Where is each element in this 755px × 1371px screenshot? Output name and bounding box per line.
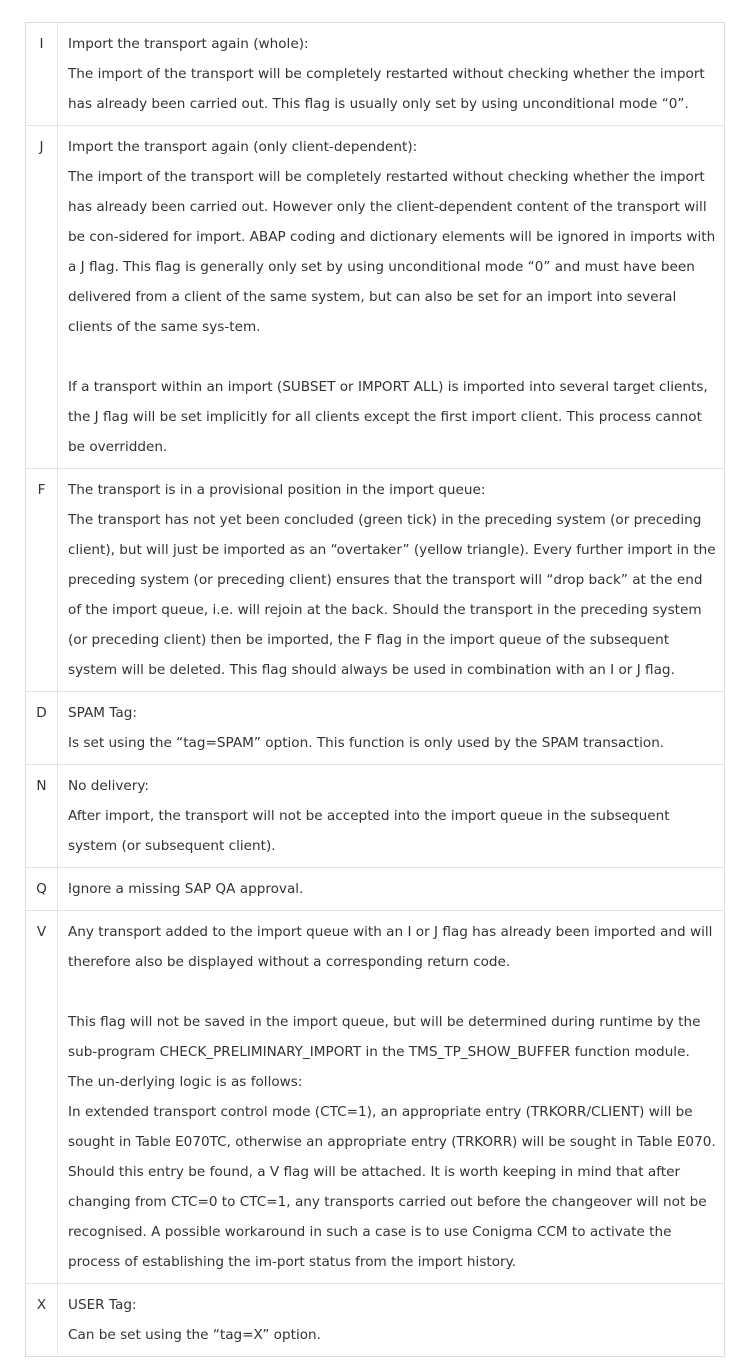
row-title: No delivery: xyxy=(68,778,149,794)
flag-cell: X xyxy=(26,1284,58,1357)
description-cell xyxy=(58,911,725,1284)
row-paragraph: Is set using the “tag=SPAM” option. This function is only used by the SPAM transaction. xyxy=(68,735,665,751)
description-cell xyxy=(58,1284,725,1357)
row-paragraph: If a transport within an import (SUBSET or IMPORT ALL) is imported into several target clients, the J flag will be set implicitly for all clients except the first import client. This process cannot be overridden. xyxy=(68,379,708,455)
flag-cell: Q xyxy=(26,868,58,911)
description-cell xyxy=(58,868,725,911)
row-paragraph: After import, the transport will not be accepted into the import queue in the subsequent system (or subsequent client). xyxy=(68,808,670,854)
description-cell xyxy=(58,126,725,469)
flag-cell: F xyxy=(26,469,58,692)
table-row-d xyxy=(26,692,725,765)
row-paragraph: Can be set using the “tag=X” option. xyxy=(68,1327,321,1343)
table-row-x xyxy=(26,1284,725,1357)
row-title: The transport is in a provisional position in the import queue: xyxy=(68,482,486,498)
flags-table xyxy=(25,22,725,1357)
row-paragraph: The import of the transport will be completely restarted without checking whether the import has already been carried out. However only the client-dependent content of the transport will be con-sidered for import. ABAP coding and dictionary elements will be ignored in imports with a J flag. This flag is generally only set by using unconditional mode “0” and must have been delivered from a client of the same system, but can also be set for an import into several clients of the same sys-tem. xyxy=(68,169,716,335)
description-cell xyxy=(58,23,725,126)
table-row-j xyxy=(26,126,725,469)
paragraph-gap xyxy=(68,342,716,372)
table-row-q xyxy=(26,868,725,911)
row-title: Ignore a missing SAP QA approval. xyxy=(68,881,304,897)
row-title: SPAM Tag: xyxy=(68,705,137,721)
row-title: Any transport added to the import queue with an I or J flag has already been imported and will therefore also be displayed without a corresponding return code. xyxy=(68,924,713,970)
table-row-v xyxy=(26,911,725,1284)
row-title: USER Tag: xyxy=(68,1297,137,1313)
flag-cell: V xyxy=(26,911,58,1284)
row-paragraph: The transport has not yet been concluded (green tick) in the preceding system (or preceding client), but will just be imported as an “overtaker” (yellow triangle). Every further import in the preceding system (or preceding client) ensures that the transport will “drop back” at the end of the import queue, i.e. will rejoin at the back. Should the transport in the preceding system (or preceding client) then be imported, the F flag in the import queue of the subsequent system will be deleted. This flag should always be used in combination with an I or J flag. xyxy=(68,512,716,678)
paragraph-gap xyxy=(68,977,716,1007)
description-cell xyxy=(58,765,725,868)
flags-table-body xyxy=(26,23,725,1357)
table-row-n xyxy=(26,765,725,868)
flag-cell: N xyxy=(26,765,58,868)
row-paragraph: This flag will not be saved in the import queue, but will be determined during runtime by the sub-program CHECK_PRELIMINARY_IMPORT in the TMS_TP_SHOW_BUFFER function module. The un-derlying logic is as follows: In extended transport control mode (CTC=1), an appropriate entry (TRKORR/CLIENT) will be sought in Table E070TC, otherwise an appropriate entry (TRKORR) will be sought in Table E070. Should this entry be found, a V flag will be attached. It is worth keeping in mind that after changing from CTC=0 to CTC=1, any transports carried out before the changeover will not be recognised. A possible workaround in such a case is to use Conigma CCM to activate the process of establishing the im-port status from the import history. xyxy=(68,1014,716,1270)
row-paragraph: The import of the transport will be completely restarted without checking whether the import has already been carried out. This flag is usually only set by using unconditional mode “0”. xyxy=(68,66,705,112)
table-row-i xyxy=(26,23,725,126)
flag-cell: D xyxy=(26,692,58,765)
description-cell xyxy=(58,692,725,765)
flag-cell: I xyxy=(26,23,58,126)
table-row-f xyxy=(26,469,725,692)
row-title: Import the transport again (whole): xyxy=(68,36,309,52)
description-cell xyxy=(58,469,725,692)
flag-cell: J xyxy=(26,126,58,469)
row-title: Import the transport again (only client-dependent): xyxy=(68,139,418,155)
